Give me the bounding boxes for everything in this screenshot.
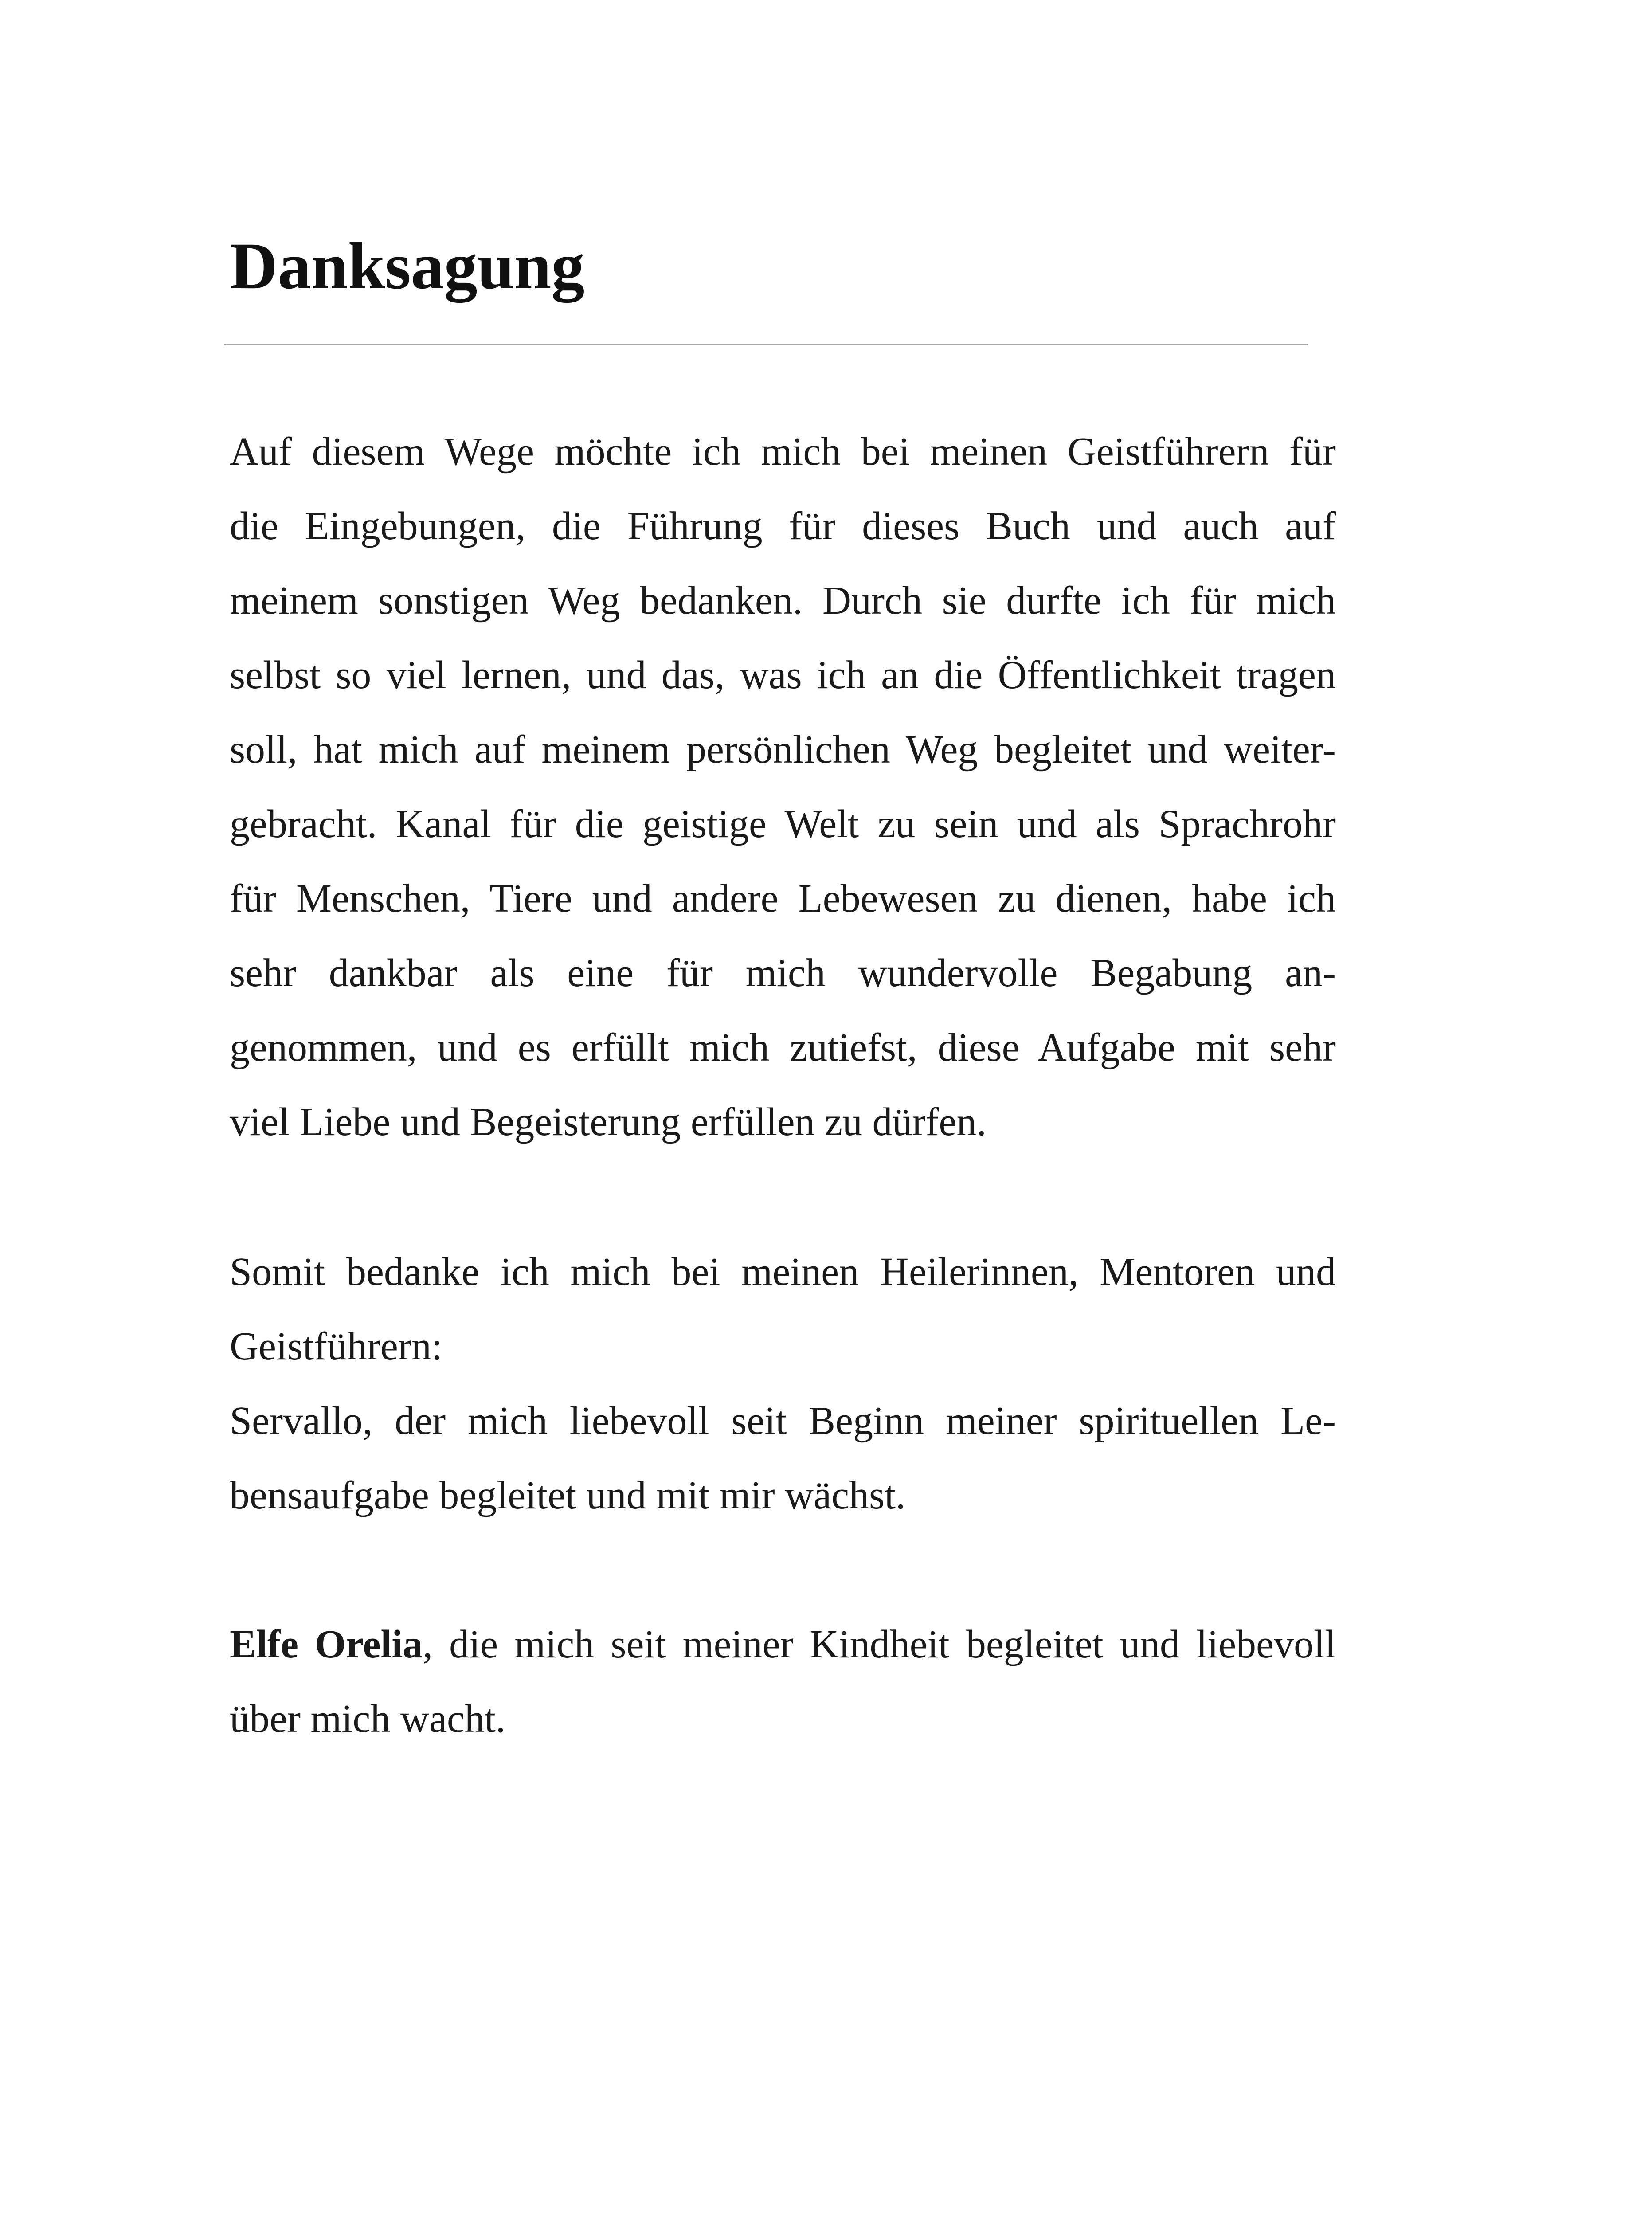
page-title: Danksagung xyxy=(230,229,585,303)
text-line: sehr dankbar als eine für mich wundervolle Begabung an- xyxy=(230,951,1336,995)
text-line: gebracht. Kanal für die geistige Welt zu sein und als Sprachrohr xyxy=(230,802,1336,846)
text-line: Auf diesem Wege möchte ich mich bei meinen Geistführern für xyxy=(230,430,1336,474)
text-line: die Eingebungen, die Führung für dieses Buch und auch auf xyxy=(230,504,1336,548)
text-line: soll, hat mich auf meinem persönlichen Weg begleitet und weiter- xyxy=(230,728,1336,772)
text-line: über mich wacht. xyxy=(230,1697,506,1741)
text-fragment: , die mich seit meiner Kindheit begleitet und liebevoll xyxy=(423,1622,1336,1666)
text-line: selbst so viel lernen, und das, was ich an die Öffentlichkeit tragen xyxy=(230,653,1336,697)
text-line: Somit bedanke ich mich bei meinen Heilerinnen, Mentoren und xyxy=(230,1250,1336,1294)
paragraph-elfe-orelia xyxy=(230,1607,1336,1756)
paragraph-acknowledgement-intro xyxy=(230,415,1336,1159)
text-line: viel Liebe und Begeisterung erfüllen zu dürfen. xyxy=(230,1100,987,1144)
text-line: Servallo, der mich liebevoll seit Beginn meiner spirituellen Le- xyxy=(230,1399,1336,1443)
text-line: Geistführern: xyxy=(230,1324,442,1368)
paragraph-thanks-mentors xyxy=(230,1235,1336,1533)
text-line: meinem sonstigen Weg bedanken. Durch sie durfte ich für mich xyxy=(230,579,1336,623)
text-line: genommen, und es erfüllt mich zutiefst, diese Aufgabe mit sehr xyxy=(230,1026,1336,1069)
text-line: für Menschen, Tiere und andere Lebewesen zu dienen, habe ich xyxy=(230,877,1336,920)
bold-name: Elfe Orelia xyxy=(230,1622,423,1666)
text-line: bensaufgabe begleitet und mit mir wächst. xyxy=(230,1473,906,1517)
text-line xyxy=(230,1607,1336,1682)
title-divider xyxy=(224,344,1308,345)
